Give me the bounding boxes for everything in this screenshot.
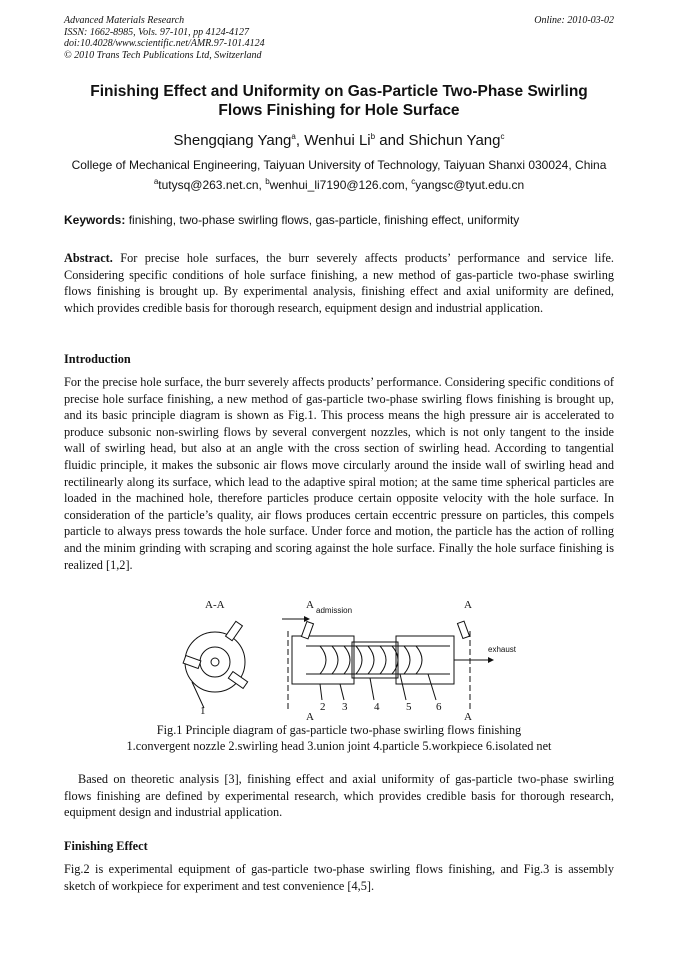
introduction-heading: Introduction (64, 352, 131, 366)
title-line-2: Flows Finishing for Hole Surface (218, 102, 460, 119)
bore-circle (211, 658, 219, 666)
leader-line (428, 674, 436, 700)
email-superscript: a (153, 177, 159, 186)
section-marker-label: A (306, 711, 314, 720)
leader-line (400, 674, 406, 700)
copyright-line: © 2010 Trans Tech Publications Ltd, Switzerland (64, 49, 262, 61)
part-number-label: 4 (374, 701, 380, 713)
swirl-head-left (292, 636, 354, 684)
author-separator: , (295, 132, 305, 149)
nozzle-shape (228, 672, 247, 689)
admission-label: admission (316, 606, 353, 615)
author-superscript: a (291, 132, 296, 141)
nozzle-shape (226, 621, 243, 640)
journal-name: Advanced Materials Research (64, 15, 185, 26)
part-number-label: 5 (406, 701, 412, 713)
figure-1-diagram (170, 596, 530, 720)
keywords (64, 213, 614, 227)
exhaust-label: exhaust (488, 645, 517, 654)
email-superscript: b (265, 177, 270, 186)
keywords-text: finishing, two-phase swirling flows, gas-particle, finishing effect, uniformity (125, 213, 520, 227)
author-emails (64, 178, 614, 192)
finishing-effect-heading: Finishing Effect (64, 839, 148, 853)
affiliation: College of Mechanical Engineering, Taiyuan University of Technology, Taiyuan Shanxi 030024, China (71, 158, 607, 172)
spiral-flow (320, 646, 422, 674)
keywords-label: Keywords: (64, 213, 126, 227)
email: wenhui_li7190@126.com, (269, 178, 412, 192)
author-name: Shengqiang Yang (173, 132, 292, 149)
email-superscript: c (411, 177, 416, 186)
author-list (64, 132, 614, 149)
doi-line: doi:10.4028/www.scientific.net/AMR.97-101.4124 (64, 38, 265, 49)
section-marker-label: A (464, 599, 472, 611)
author-superscript: b (370, 132, 376, 141)
issn-line: ISSN: 1662-8985, Vols. 97-101, pp 4124-4127 (64, 26, 249, 38)
journal-header (64, 15, 265, 61)
section-marker-label: A (306, 599, 314, 611)
introduction-paragraph-1: For the precise hole surface, the burr severely affects products’ performance. Considering specific conditions of precise hole surface finishing, a new method of gas-particle two-phase swirling flows finishing is brought up, and its basic principle diagram is shown as Fig.1. This process means the high pressure air is accelerated to produce subsonic non-swirling flows by several convergent nozzles, which is not only tangent to the inside wall of swirling head, but also at an angle with the cross section of swirling head. According to tangential fluidic principle, it makes the subsonic air flows move circularly around the inside wall of swirling head and rectilinearly along its surface, which lead to the adaptive spiral motion; at the same time spherical particles are loaded in the machined hole, therefore particles produce certain opposite velocity with the hole surface. In consideration of the particle’s quality, air flows produces certain eccentric pressure on particles, this compels particle to always press towards the hole surface. Under force and motion, the particle has the action of rolling and the minim grinding with scraping and scoring against the hole surface. Finally the hole surface finishing is realized [1,2]. (64, 375, 614, 572)
email: tutysq@263.net.cn, (158, 178, 266, 192)
abstract-label: Abstract. (64, 251, 113, 265)
title-line-1: Finishing Effect and Uniformity on Gas-Particle Two-Phase Swirling (90, 83, 588, 100)
email: yangsc@tyut.edu.cn (415, 178, 525, 192)
part-number-label: 1 (200, 705, 206, 717)
introduction-paragraph-2: Based on theoretic analysis [3], finishing effect and axial uniformity of gas-particle two-phase swirling flows finishing are defined by experimental research, which provides credible basis for thorough research, equipment design and industrial application. (64, 772, 614, 820)
author-name: Wenhui Li (304, 132, 371, 149)
online-date: Online: 2010-03-02 (534, 15, 614, 26)
part-number-label: 3 (342, 701, 348, 713)
author-separator: and (375, 132, 409, 149)
arrow-head (488, 657, 494, 663)
finishing-effect-paragraph-1: Fig.2 is experimental equipment of gas-particle two-phase swirling flows finishing, and Fig.3 is assembly sketch of workpiece for experiment and test convenience [4,5]. (64, 862, 614, 893)
union-joint (352, 642, 398, 678)
author-name: Shichun Yang (408, 132, 501, 149)
leader-line (340, 684, 344, 700)
caption-title: Fig.1 Principle diagram of gas-particle two-phase swirling flows finishing (156, 723, 522, 737)
caption-legend: 1.convergent nozzle 2.swirling head 3.union joint 4.particle 5.workpiece 6.isolated net (126, 739, 552, 753)
abstract-text: For precise hole surfaces, the burr severely affects products’ performance and service life. Considering specific conditions of hole surface finishing, a new method of gas-particle two-phase swirling flows finishing is brought up. By experimental analysis, finishing effect and axial uniformity are defined, which provides credible basis for thorough research, equipment design and industrial application. (64, 251, 614, 315)
swirl-head-right (396, 636, 454, 684)
section-label: A-A (205, 599, 225, 611)
author-superscript: c (500, 132, 505, 141)
part-number-label: 6 (436, 701, 442, 713)
figure-1-caption (64, 722, 614, 754)
leader-line (370, 678, 374, 700)
paper-title (64, 82, 614, 120)
swirl-head-inner-circle (200, 647, 230, 677)
abstract (64, 250, 614, 316)
part-number-label: 2 (320, 701, 326, 713)
nozzle-shape (457, 621, 469, 638)
leader-line (320, 684, 322, 700)
section-marker-label: A (464, 711, 472, 720)
